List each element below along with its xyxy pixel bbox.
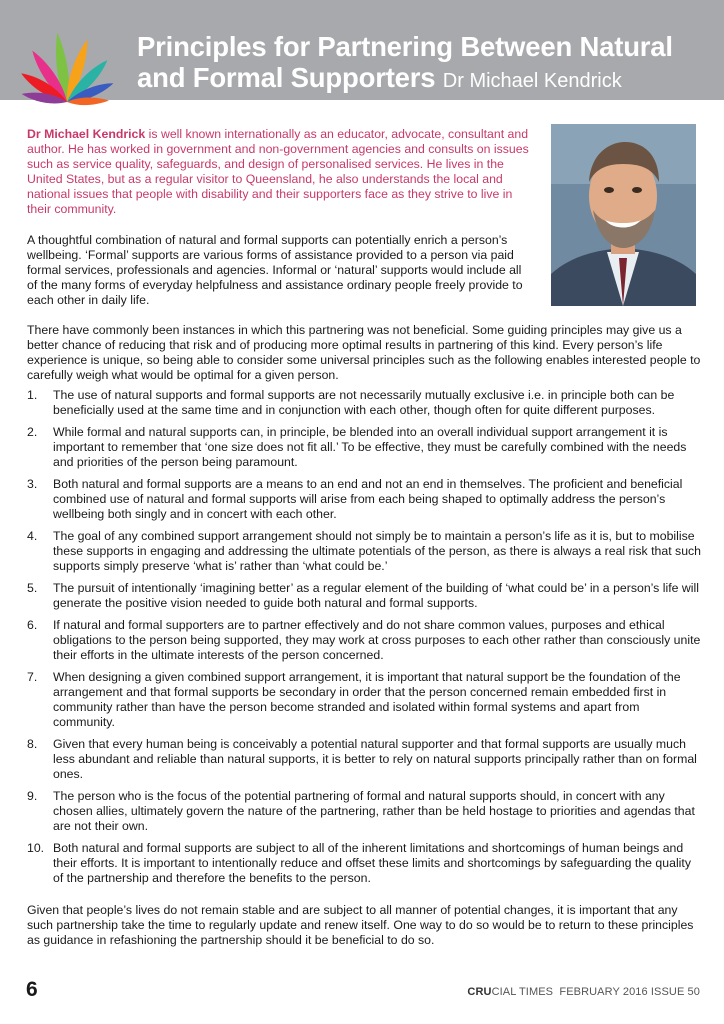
footer-issue-info: FEBRUARY 2016 ISSUE 50 [559,986,700,998]
article-author: Dr Michael Kendrick [442,70,622,92]
intro-paragraph: A thoughtful combination of natural and formal supports can potentially enrich a person’s wellbeing. ‘Formal’ supports are various forms of assistance provided to a person via paid formal services, professionals and agencies. Informal or ‘natural’ supports would include all of the many forms of everyday helpfulness and assistance ordinary people freely provide to each other in daily life. [27,233,523,307]
list-item-number: 6. [27,618,38,632]
principles-list [27,388,703,893]
list-item-number: 9. [27,789,38,803]
list-item-number: 1. [27,388,38,402]
list-item-text: When designing a given combined support arrangement, it is important that natural support be the foundation of the arrangement and that formal supports be secondary in order that the person concerned remain embedded first in community rather than have the person become stranded and isolated within formal systems and apart from community. [53,670,681,729]
footer-brand-bold: CRU [467,986,492,998]
list-item [27,841,703,886]
page-number: 6 [26,978,38,1001]
page-header [0,0,724,100]
list-item-text: If natural and formal supporters are to partner effectively and do not share common values, purposes and ethical obligations to the person being supported, they may work at cross purposes to each other rather than consciously unite their efforts in the ultimate interests of the person concerned. [53,618,701,662]
list-item-text: The person who is the focus of the potential partnering of formal and natural supports should, in concert with any chosen allies, ultimately govern the nature of the partnering, rather than be held hostage to priorities and agendas that are not their own. [53,789,695,833]
footer-publication-info [467,986,700,998]
list-item-number: 7. [27,670,38,684]
list-item-number: 4. [27,529,38,543]
list-item [27,529,703,574]
list-item-number: 5. [27,581,38,595]
list-item [27,581,703,611]
bio-text: is well known internationally as an educator, advocate, consultant and author. He has worked in government and non-government agencies and consults on issues such as service quality, safeguards, and design of personalised services. He lives in the United States, but as a regular visitor to Queensland, he also understands the local and national issues that people with disability and their supporters face as they strive to live in their community. [27,127,529,216]
author-photo [551,124,696,306]
footer-brand-rest: CIAL TIMES [491,986,554,998]
context-paragraph: There have commonly been instances in which this partnering was not beneficial. Some guiding principles may give us a better chance of reducing that risk and of producing more optimal results in partnering of this kind. Every person’s life experience is unique, so being able to consider some universal principles such as the following enables interested people to carefully weigh what would be optimal for a given person. [27,323,701,382]
list-item [27,618,703,663]
list-item [27,789,703,834]
flower-petals-logo [14,20,120,116]
list-item-number: 8. [27,737,38,751]
author-bio [27,127,535,217]
bio-author-name: Dr Michael Kendrick [27,127,146,141]
page-title [137,31,717,97]
list-item [27,388,703,418]
list-item [27,737,703,782]
list-item-text: Both natural and formal supports are a means to an end and not an end in themselves. The proficient and beneficial combined use of natural and formal supports will arise from each being shaped to optimally address the person’s wellbeing both singly and in concert with each other. [53,477,683,521]
list-item-text: The use of natural supports and formal supports are not necessarily mutually exclusive i.e. in principle both can be beneficially used at the same time and in conjunction with each other, though often for quite different purposes. [53,388,675,417]
list-item [27,425,703,470]
list-item-number: 2. [27,425,38,439]
list-item [27,477,703,522]
list-item-text: The goal of any combined support arrangement should not simply be to maintain a person’s life as it is, but to mobilise these supports in engaging and addressing the ultimate potentials of the person, as there is always a real risk that such supports simply preserve ‘what is’ rather than ‘what could be.’ [53,529,702,573]
closing-paragraph: Given that people’s lives do not remain stable and are subject to all manner of potential changes, it is important that any such partnership take the time to regularly update and renew itself. One way to do so would be to return to these principles as guidance in refashioning the partnership should it be beneficial to do so. [27,903,694,947]
list-item-number: 10. [27,841,45,855]
list-item-text: Given that every human being is conceivably a potential natural supporter and that formal supports are usually much less abundant and reliable than natural supports, it is better to rely on natural supports principally rather than on formal ones. [53,737,697,781]
list-item-text: Both natural and formal supports are subject to all of the inherent limitations and shortcomings of human beings and their efforts. It is important to intentionally reduce and offset these limits and shortcomings by safeguarding the quality of the partnership and therefore the benefits to the person. [53,841,691,885]
list-item-text: The pursuit of intentionally ‘imagining better’ as a regular element of the building of ‘what could be’ in a person’s life will generate the positive vision needed to guide both natural and formal supports. [53,581,699,610]
list-item-text: While formal and natural supports can, in principle, be blended into an overall individual support arrangement it is important to remember that ‘one size does not fit all.’ To be effective, they must be carefully combined with the needs and priorities of the person being paramount. [53,425,687,469]
article-title: Principles for Partnering Between Natural and Formal Supporters [137,31,673,93]
list-item-number: 3. [27,477,38,491]
list-item [27,670,703,730]
